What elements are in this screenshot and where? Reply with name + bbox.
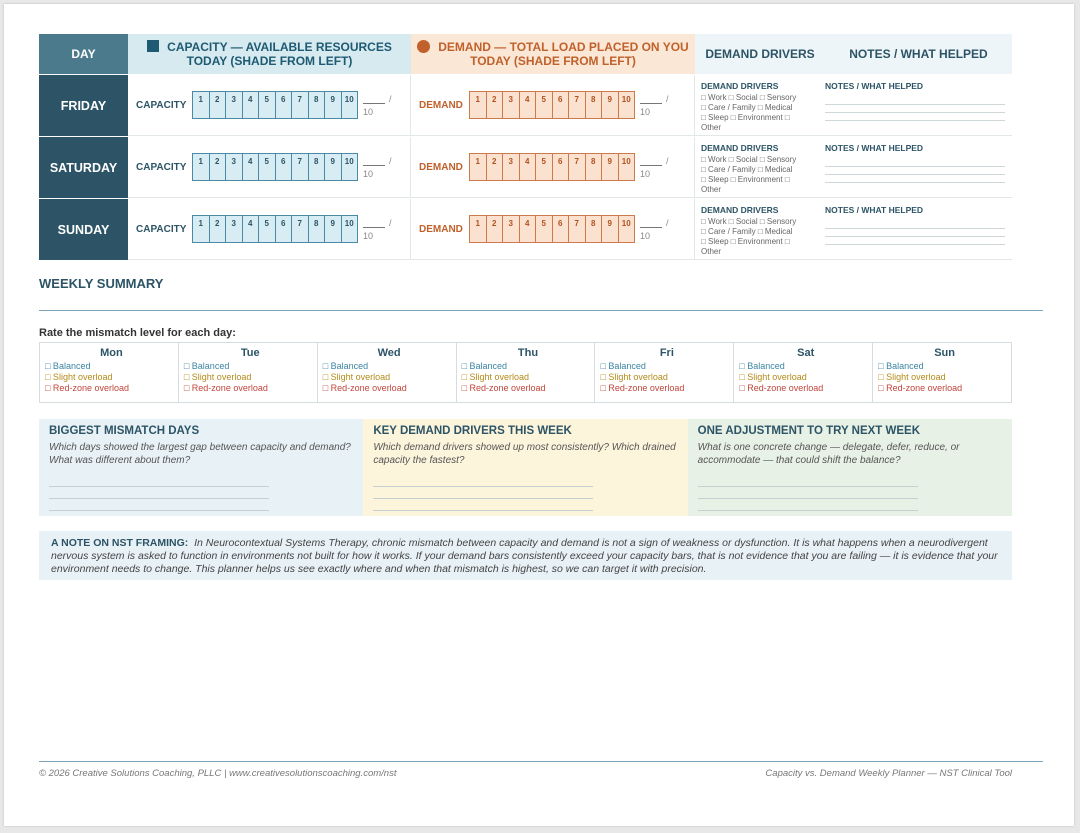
demand-scale: [469, 215, 634, 243]
option-red-zone[interactable]: □ Red-zone overload: [461, 383, 546, 393]
score-line: [640, 165, 662, 166]
notes-write-line[interactable]: [825, 175, 1005, 183]
demand-scale-box[interactable]: 1: [469, 91, 487, 119]
note-label: A NOTE ON NST FRAMING:: [51, 537, 189, 549]
rate-mismatch-label: Rate the mismatch level for each day:: [39, 327, 236, 339]
capacity-scale-box[interactable]: 4: [242, 153, 260, 181]
demand-label: DEMAND: [419, 223, 463, 235]
weekday-rating-grid: [39, 342, 1012, 403]
nst-framing-note: [39, 531, 1012, 580]
reflection-panels: [39, 419, 1012, 516]
header-capacity: [128, 34, 411, 74]
capacity-score[interactable]: [363, 153, 393, 181]
weekday-heading: Tue: [240, 347, 260, 359]
capacity-score[interactable]: [363, 91, 393, 119]
capacity-scale-box[interactable]: 4: [242, 215, 260, 243]
weekday-column: [873, 343, 1011, 402]
demand-scale-box[interactable]: 1: [469, 215, 487, 243]
option-red-zone[interactable]: □ Red-zone overload: [600, 383, 685, 393]
reflection-panel: [363, 419, 687, 516]
capacity-scale-box[interactable]: 1: [192, 215, 210, 243]
capacity-scale-box[interactable]: 6: [275, 91, 293, 119]
header-demand: [411, 34, 695, 74]
option-red-zone[interactable]: □ Red-zone overload: [183, 383, 268, 393]
capacity-scale-box[interactable]: 9: [324, 91, 342, 119]
notes-title: NOTES / WHAT HELPED: [825, 143, 924, 153]
capacity-scale-box[interactable]: 1: [192, 91, 210, 119]
demand-score[interactable]: [640, 215, 670, 243]
weekday-heading: Fri: [659, 347, 674, 359]
driver-option-line[interactable]: Other: [701, 185, 722, 194]
demand-scale-box[interactable]: 6: [552, 153, 570, 181]
capacity-scale: [192, 215, 357, 243]
option-red-zone[interactable]: □ Red-zone overload: [322, 383, 407, 393]
drivers-title: DEMAND DRIVERS: [701, 143, 779, 153]
capacity-scale-box[interactable]: 7: [291, 91, 309, 119]
score-line: [363, 165, 385, 166]
capacity-scale-box[interactable]: 7: [291, 153, 309, 181]
demand-scale-box[interactable]: 5: [535, 153, 553, 181]
demand-scale-box[interactable]: 7: [568, 153, 586, 181]
weekday-heading: Sun: [934, 347, 955, 359]
drivers-cell: [695, 199, 825, 260]
header-demand-line1: DEMAND — TOTAL LOAD PLACED ON YOU: [438, 40, 689, 54]
demand-scale-box[interactable]: 4: [519, 91, 537, 119]
score-max: 10: [363, 231, 374, 241]
notes-title: NOTES / WHAT HELPED: [825, 205, 924, 215]
drivers-options[interactable]: [701, 155, 825, 195]
header-capacity-line1: CAPACITY — AVAILABLE RESOURCES: [167, 40, 392, 54]
demand-scale-box[interactable]: 3: [502, 153, 520, 181]
option-balanced[interactable]: □ Balanced: [600, 361, 646, 371]
demand-scale-box[interactable]: 9: [601, 153, 619, 181]
notes-write-line[interactable]: [825, 221, 1005, 229]
drivers-options[interactable]: [701, 93, 825, 133]
panel-write-line[interactable]: [373, 475, 593, 487]
score-slash: /: [389, 156, 392, 166]
capacity-scale-box[interactable]: 4: [242, 91, 260, 119]
score-line: [363, 227, 385, 228]
option-red-zone[interactable]: □ Red-zone overload: [739, 383, 824, 393]
score-max: 10: [363, 169, 374, 179]
planner-table: [39, 34, 1012, 260]
demand-circle-icon: [417, 40, 430, 53]
capacity-scale-box[interactable]: 8: [308, 215, 326, 243]
option-slight-overload[interactable]: □ Slight overload: [461, 372, 530, 382]
driver-option-line[interactable]: □ Sleep □ Environment □: [701, 237, 790, 246]
demand-label: DEMAND: [419, 161, 463, 173]
capacity-scale: [192, 91, 357, 119]
weekday-heading: Sat: [797, 347, 815, 359]
weekday-column: [734, 343, 873, 402]
demand-scale-box[interactable]: 9: [601, 91, 619, 119]
capacity-label: CAPACITY: [136, 223, 187, 235]
option-slight-overload[interactable]: □ Slight overload: [739, 372, 807, 382]
day-name: SATURDAY: [39, 137, 128, 198]
demand-scale-box[interactable]: 5: [535, 91, 553, 119]
drivers-cell: [695, 137, 825, 198]
capacity-scale-box[interactable]: 7: [291, 215, 309, 243]
panel-title: KEY DEMAND DRIVERS THIS WEEK: [373, 425, 572, 437]
demand-scale-box[interactable]: 10: [618, 153, 636, 181]
capacity-scale-box[interactable]: 2: [209, 215, 227, 243]
option-slight-overload[interactable]: □ Slight overload: [600, 372, 668, 382]
capacity-cell: [128, 199, 411, 260]
driver-option-line[interactable]: Other: [701, 247, 722, 256]
capacity-scale-box[interactable]: 3: [225, 215, 243, 243]
weekly-summary-title: WEEKLY SUMMARY: [39, 276, 164, 291]
capacity-scale-box[interactable]: 10: [341, 91, 359, 119]
driver-option-line[interactable]: □ Care / Family □ Medical: [701, 165, 793, 174]
panel-write-line[interactable]: [49, 499, 269, 511]
score-slash: /: [389, 218, 392, 228]
capacity-scale-box[interactable]: 2: [209, 153, 227, 181]
header-drivers: DEMAND DRIVERS: [695, 34, 825, 74]
notes-write-line[interactable]: [825, 97, 1005, 105]
panel-question: Which demand drivers showed up most consistently? Which drained capacity the fastest?: [373, 442, 676, 466]
drivers-cell: [695, 75, 825, 136]
demand-scale-box[interactable]: 1: [469, 153, 487, 181]
panel-write-line[interactable]: [698, 475, 918, 487]
notes-title: NOTES / WHAT HELPED: [825, 81, 924, 91]
capacity-scale-box[interactable]: 6: [275, 153, 293, 181]
capacity-scale-box[interactable]: 10: [341, 153, 359, 181]
demand-scale-box[interactable]: 4: [519, 153, 537, 181]
notes-write-line[interactable]: [825, 159, 1005, 167]
weekday-column: [179, 343, 318, 402]
capacity-scale-box[interactable]: 8: [308, 91, 326, 119]
footer-divider: [39, 761, 1043, 762]
score-line: [363, 103, 385, 104]
capacity-scale-box[interactable]: 6: [275, 215, 293, 243]
score-slash: /: [666, 218, 669, 228]
option-slight-overload[interactable]: □ Slight overload: [322, 372, 391, 382]
notes-cell: [825, 199, 1012, 260]
demand-scale-box[interactable]: 5: [535, 215, 553, 243]
capacity-scale-box[interactable]: 9: [324, 153, 342, 181]
demand-scale-box[interactable]: 3: [502, 91, 520, 119]
driver-option-line[interactable]: □ Sleep □ Environment □: [701, 175, 790, 184]
demand-scale-box[interactable]: 7: [568, 215, 586, 243]
demand-score[interactable]: [640, 153, 670, 181]
note-text: In Neurocontextual Systems Therapy, chronic mismatch between capacity and demand is not a sign of weakness or dysfunction. It is what happens when a neurodivergent nervous system is asked to function in environments not built for how it works. If your demand bars consistently exceed your capacity bars, that is not evidence that you are failing — it is evidence that your environment needs to change. This planner helps us see exactly where and when that mismatch is highest, so we can target it with precision.: [51, 537, 998, 575]
capacity-scale-box[interactable]: 10: [341, 215, 359, 243]
panel-write-line[interactable]: [698, 487, 918, 499]
demand-cell: [411, 75, 695, 136]
notes-cell: [825, 137, 1012, 198]
driver-option-line[interactable]: □ Care / Family □ Medical: [701, 103, 793, 112]
day-row: [39, 198, 1012, 260]
demand-scale-box[interactable]: 6: [552, 91, 570, 119]
driver-option-line[interactable]: □ Work □ Social □ Sensory: [701, 217, 797, 226]
demand-score[interactable]: [640, 91, 670, 119]
capacity-scale-box[interactable]: 2: [209, 91, 227, 119]
notes-cell: [825, 75, 1012, 136]
score-line: [640, 227, 662, 228]
score-slash: /: [666, 94, 669, 104]
option-balanced[interactable]: □ Balanced: [739, 361, 785, 371]
panel-write-line[interactable]: [373, 487, 593, 499]
option-balanced[interactable]: □ Balanced: [878, 361, 924, 371]
demand-scale-box[interactable]: 3: [502, 215, 520, 243]
capacity-scale-box[interactable]: 5: [258, 215, 276, 243]
notes-write-line[interactable]: [825, 113, 1005, 121]
weekday-column: [40, 343, 179, 402]
drivers-title: DEMAND DRIVERS: [701, 81, 779, 91]
demand-scale-box[interactable]: 2: [486, 215, 504, 243]
weekday-column: [318, 343, 457, 402]
score-line: [640, 103, 662, 104]
weekly-summary-divider: [39, 310, 1043, 311]
capacity-scale-box[interactable]: 1: [192, 153, 210, 181]
score-max: 10: [363, 107, 374, 117]
header-capacity-line2: TODAY (SHADE FROM LEFT): [186, 54, 353, 68]
planner-header-row: [39, 34, 1012, 74]
header-day: DAY: [39, 34, 128, 74]
driver-option-line[interactable]: □ Work □ Social □ Sensory: [701, 93, 797, 102]
demand-label: DEMAND: [419, 99, 463, 111]
capacity-square-icon: [147, 40, 159, 52]
day-rows: [39, 74, 1012, 260]
option-balanced[interactable]: □ Balanced: [322, 361, 369, 371]
day-row: [39, 74, 1012, 136]
driver-option-line[interactable]: □ Work □ Social □ Sensory: [701, 155, 797, 164]
footer-copyright: © 2026 Creative Solutions Coaching, PLLC | www.creativesolutionscoaching.com/nst: [39, 768, 397, 779]
score-max: 10: [640, 169, 651, 179]
option-slight-overload[interactable]: □ Slight overload: [878, 372, 946, 382]
score-slash: /: [389, 94, 392, 104]
weekday-heading: Thu: [517, 347, 539, 359]
option-balanced[interactable]: □ Balanced: [461, 361, 508, 371]
option-red-zone[interactable]: □ Red-zone overload: [45, 383, 129, 393]
header-demand-line2: TODAY (SHADE FROM LEFT): [470, 54, 636, 68]
panel-title: ONE ADJUSTMENT TO TRY NEXT WEEK: [697, 425, 921, 437]
day-row: [39, 136, 1012, 198]
header-notes: NOTES / WHAT HELPED: [825, 34, 1012, 74]
score-max: 10: [640, 107, 651, 117]
score-slash: /: [666, 156, 669, 166]
demand-scale-box[interactable]: 10: [618, 91, 636, 119]
drivers-options[interactable]: [701, 217, 825, 257]
capacity-scale-box[interactable]: 9: [324, 215, 342, 243]
capacity-score[interactable]: [363, 215, 393, 243]
driver-option-line[interactable]: □ Care / Family □ Medical: [701, 227, 793, 236]
demand-scale: [469, 91, 634, 119]
capacity-scale-box[interactable]: 5: [258, 153, 276, 181]
notes-write-line[interactable]: [825, 105, 1005, 113]
capacity-scale-box[interactable]: 5: [258, 91, 276, 119]
option-slight-overload[interactable]: □ Slight overload: [183, 372, 252, 382]
driver-option-line[interactable]: Other: [701, 123, 722, 132]
panel-write-line[interactable]: [373, 499, 593, 511]
weekday-column: [457, 343, 596, 402]
panel-write-line[interactable]: [49, 487, 269, 499]
reflection-panel: [39, 419, 363, 516]
score-max: 10: [640, 231, 651, 241]
capacity-cell: [128, 137, 411, 198]
option-balanced[interactable]: □ Balanced: [45, 361, 91, 371]
notes-write-line[interactable]: [825, 237, 1005, 245]
option-red-zone[interactable]: □ Red-zone overload: [878, 383, 963, 393]
demand-scale-box[interactable]: 10: [618, 215, 636, 243]
option-slight-overload[interactable]: □ Slight overload: [45, 372, 113, 382]
day-name: SUNDAY: [39, 199, 128, 260]
capacity-cell: [128, 75, 411, 136]
weekday-column: [595, 343, 734, 402]
demand-scale-box[interactable]: 6: [552, 215, 570, 243]
option-balanced[interactable]: □ Balanced: [183, 361, 230, 371]
demand-scale-box[interactable]: 2: [486, 153, 504, 181]
demand-scale-box[interactable]: 8: [585, 215, 603, 243]
demand-cell: [411, 137, 695, 198]
capacity-scale-box[interactable]: 3: [225, 153, 243, 181]
demand-scale-box[interactable]: 8: [585, 153, 603, 181]
demand-scale-box[interactable]: 7: [568, 91, 586, 119]
weekday-heading: Wed: [377, 347, 401, 359]
capacity-scale: [192, 153, 357, 181]
panel-title: BIGGEST MISMATCH DAYS: [49, 425, 200, 437]
panel-write-line[interactable]: [49, 475, 269, 487]
demand-scale-box[interactable]: 9: [601, 215, 619, 243]
weekday-heading: Mon: [100, 347, 123, 359]
capacity-scale-box[interactable]: 8: [308, 153, 326, 181]
capacity-label: CAPACITY: [136, 99, 187, 111]
planner-page: [4, 4, 1074, 826]
demand-cell: [411, 199, 695, 260]
day-name: FRIDAY: [39, 75, 128, 136]
driver-option-line[interactable]: □ Sleep □ Environment □: [701, 113, 790, 122]
demand-scale-box[interactable]: 4: [519, 215, 537, 243]
reflection-panel: [688, 419, 1012, 516]
panel-question: What is one concrete change — delegate, defer, reduce, or accommodate — that could shift the balance?: [697, 442, 960, 466]
demand-scale-box[interactable]: 2: [486, 91, 504, 119]
capacity-label: CAPACITY: [136, 161, 187, 173]
notes-write-line[interactable]: [825, 229, 1005, 237]
demand-scale: [469, 153, 634, 181]
demand-scale-box[interactable]: 8: [585, 91, 603, 119]
drivers-title: DEMAND DRIVERS: [701, 205, 779, 215]
notes-write-line[interactable]: [825, 167, 1005, 175]
footer-title: Capacity vs. Demand Weekly Planner — NST Clinical Tool: [765, 768, 1012, 779]
panel-write-line[interactable]: [698, 499, 918, 511]
panel-question: Which days showed the largest gap between capacity and demand? What was different about them?: [49, 442, 351, 466]
capacity-scale-box[interactable]: 3: [225, 91, 243, 119]
